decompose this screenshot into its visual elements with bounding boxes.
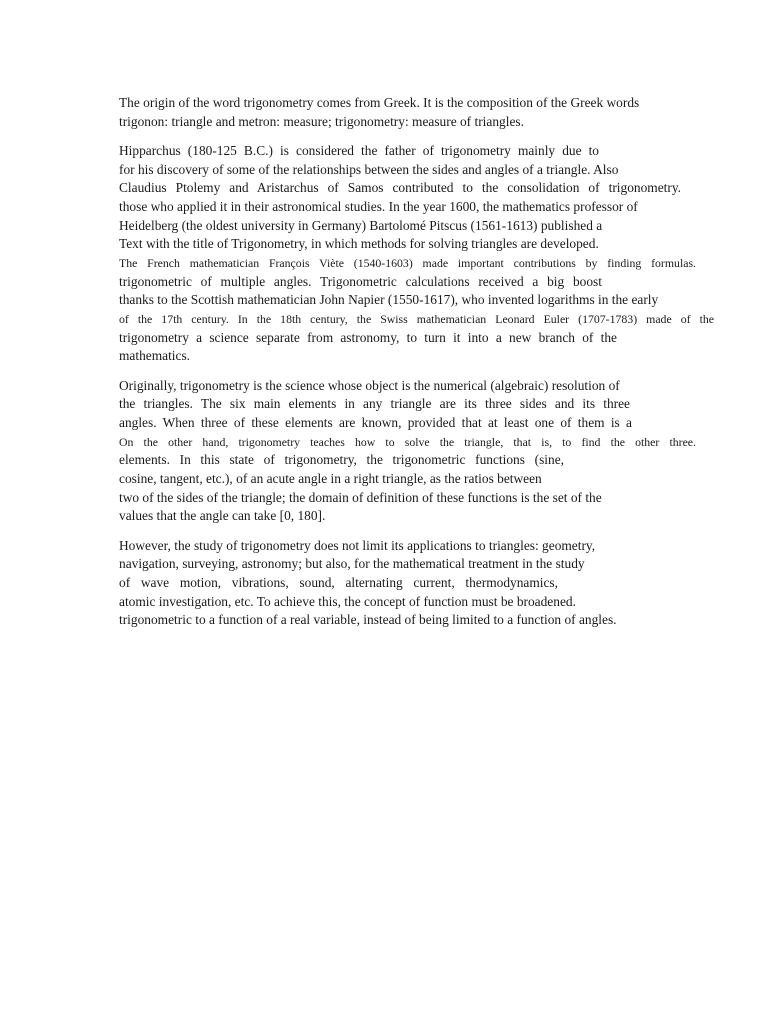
- text-line: of wave motion, vibrations, sound, alternating current, thermodynamics,: [119, 575, 558, 590]
- text-line: trigonometric of multiple angles. Trigonometric calculations received a big boost: [119, 273, 602, 289]
- text-line: Heidelberg (the oldest university in Germany) Bartolomé Pitscus (1561-1613) published a: [119, 217, 603, 233]
- text-line: Hipparchus (180-125 B.C.) is considered the father of trigonometry mainly due to: [119, 142, 599, 158]
- paragraph-1: [119, 94, 719, 131]
- text-line: navigation, surveying, astronomy; but also, for the mathematical treatment in the study: [119, 556, 585, 572]
- text-line: On the other hand, trigonometry teaches how to solve the triangle, that is, to find the other three.: [119, 434, 696, 449]
- text-line: However, the study of trigonometry does not limit its applications to triangles: geometry,: [119, 537, 596, 553]
- text-line: Text with the title of Trigonometry, in which methods for solving triangles are developed.: [119, 236, 599, 252]
- paragraph-2: [119, 142, 719, 366]
- text-line: mathematics.: [119, 348, 191, 364]
- text-line: trigonometry a science separate from astronomy, to turn it into a new branch of the: [119, 329, 617, 345]
- text-line: thanks to the Scottish mathematician John Napier (1550-1617), who invented logarithms in the early: [119, 292, 659, 308]
- text-line: The origin of the word trigonometry comes from Greek. It is the composition of the Greek words: [119, 95, 640, 110]
- paragraph-4: [119, 537, 719, 630]
- document-body: [119, 94, 719, 641]
- text-line: angles. When three of these elements are known, provided that at least one of them is a: [119, 415, 632, 430]
- text-line: those who applied it in their astronomical studies. In the year 1600, the mathematics professor of: [119, 198, 638, 214]
- text-line: trigonon: triangle and metron: measure; trigonometry: measure of triangles.: [119, 113, 524, 129]
- text-line: the triangles. The six main elements in any triangle are its three sides and its three: [119, 396, 630, 412]
- text-line: two of the sides of the triangle; the domain of definition of these functions is the set of the: [119, 489, 602, 505]
- text-line: elements. In this state of trigonometry, the trigonometric functions (sine,: [119, 452, 564, 468]
- text-line: trigonometric to a function of a real variable, instead of being limited to a function of angles.: [119, 612, 617, 628]
- text-line: cosine, tangent, etc.), of an acute angle in a right triangle, as the ratios between: [119, 471, 542, 487]
- text-line: The French mathematician François Viète (1540-1603) made important contributions by finding formulas.: [119, 256, 696, 270]
- text-line: for his discovery of some of the relationships between the sides and angles of a triangle. Also: [119, 161, 619, 177]
- text-line: of the 17th century. In the 18th century, the Swiss mathematician Leonard Euler (1707-1783) made of the: [119, 312, 714, 327]
- text-line: Claudius Ptolemy and Aristarchus of Samos contributed to the consolidation of trigonometry.: [119, 180, 681, 196]
- text-line: values that the angle can take [0, 180].: [119, 508, 326, 524]
- text-line: atomic investigation, etc. To achieve this, the concept of function must be broadened.: [119, 593, 576, 609]
- paragraph-3: [119, 377, 719, 527]
- text-line: Originally, trigonometry is the science whose object is the numerical (algebraic) resolution of: [119, 377, 620, 393]
